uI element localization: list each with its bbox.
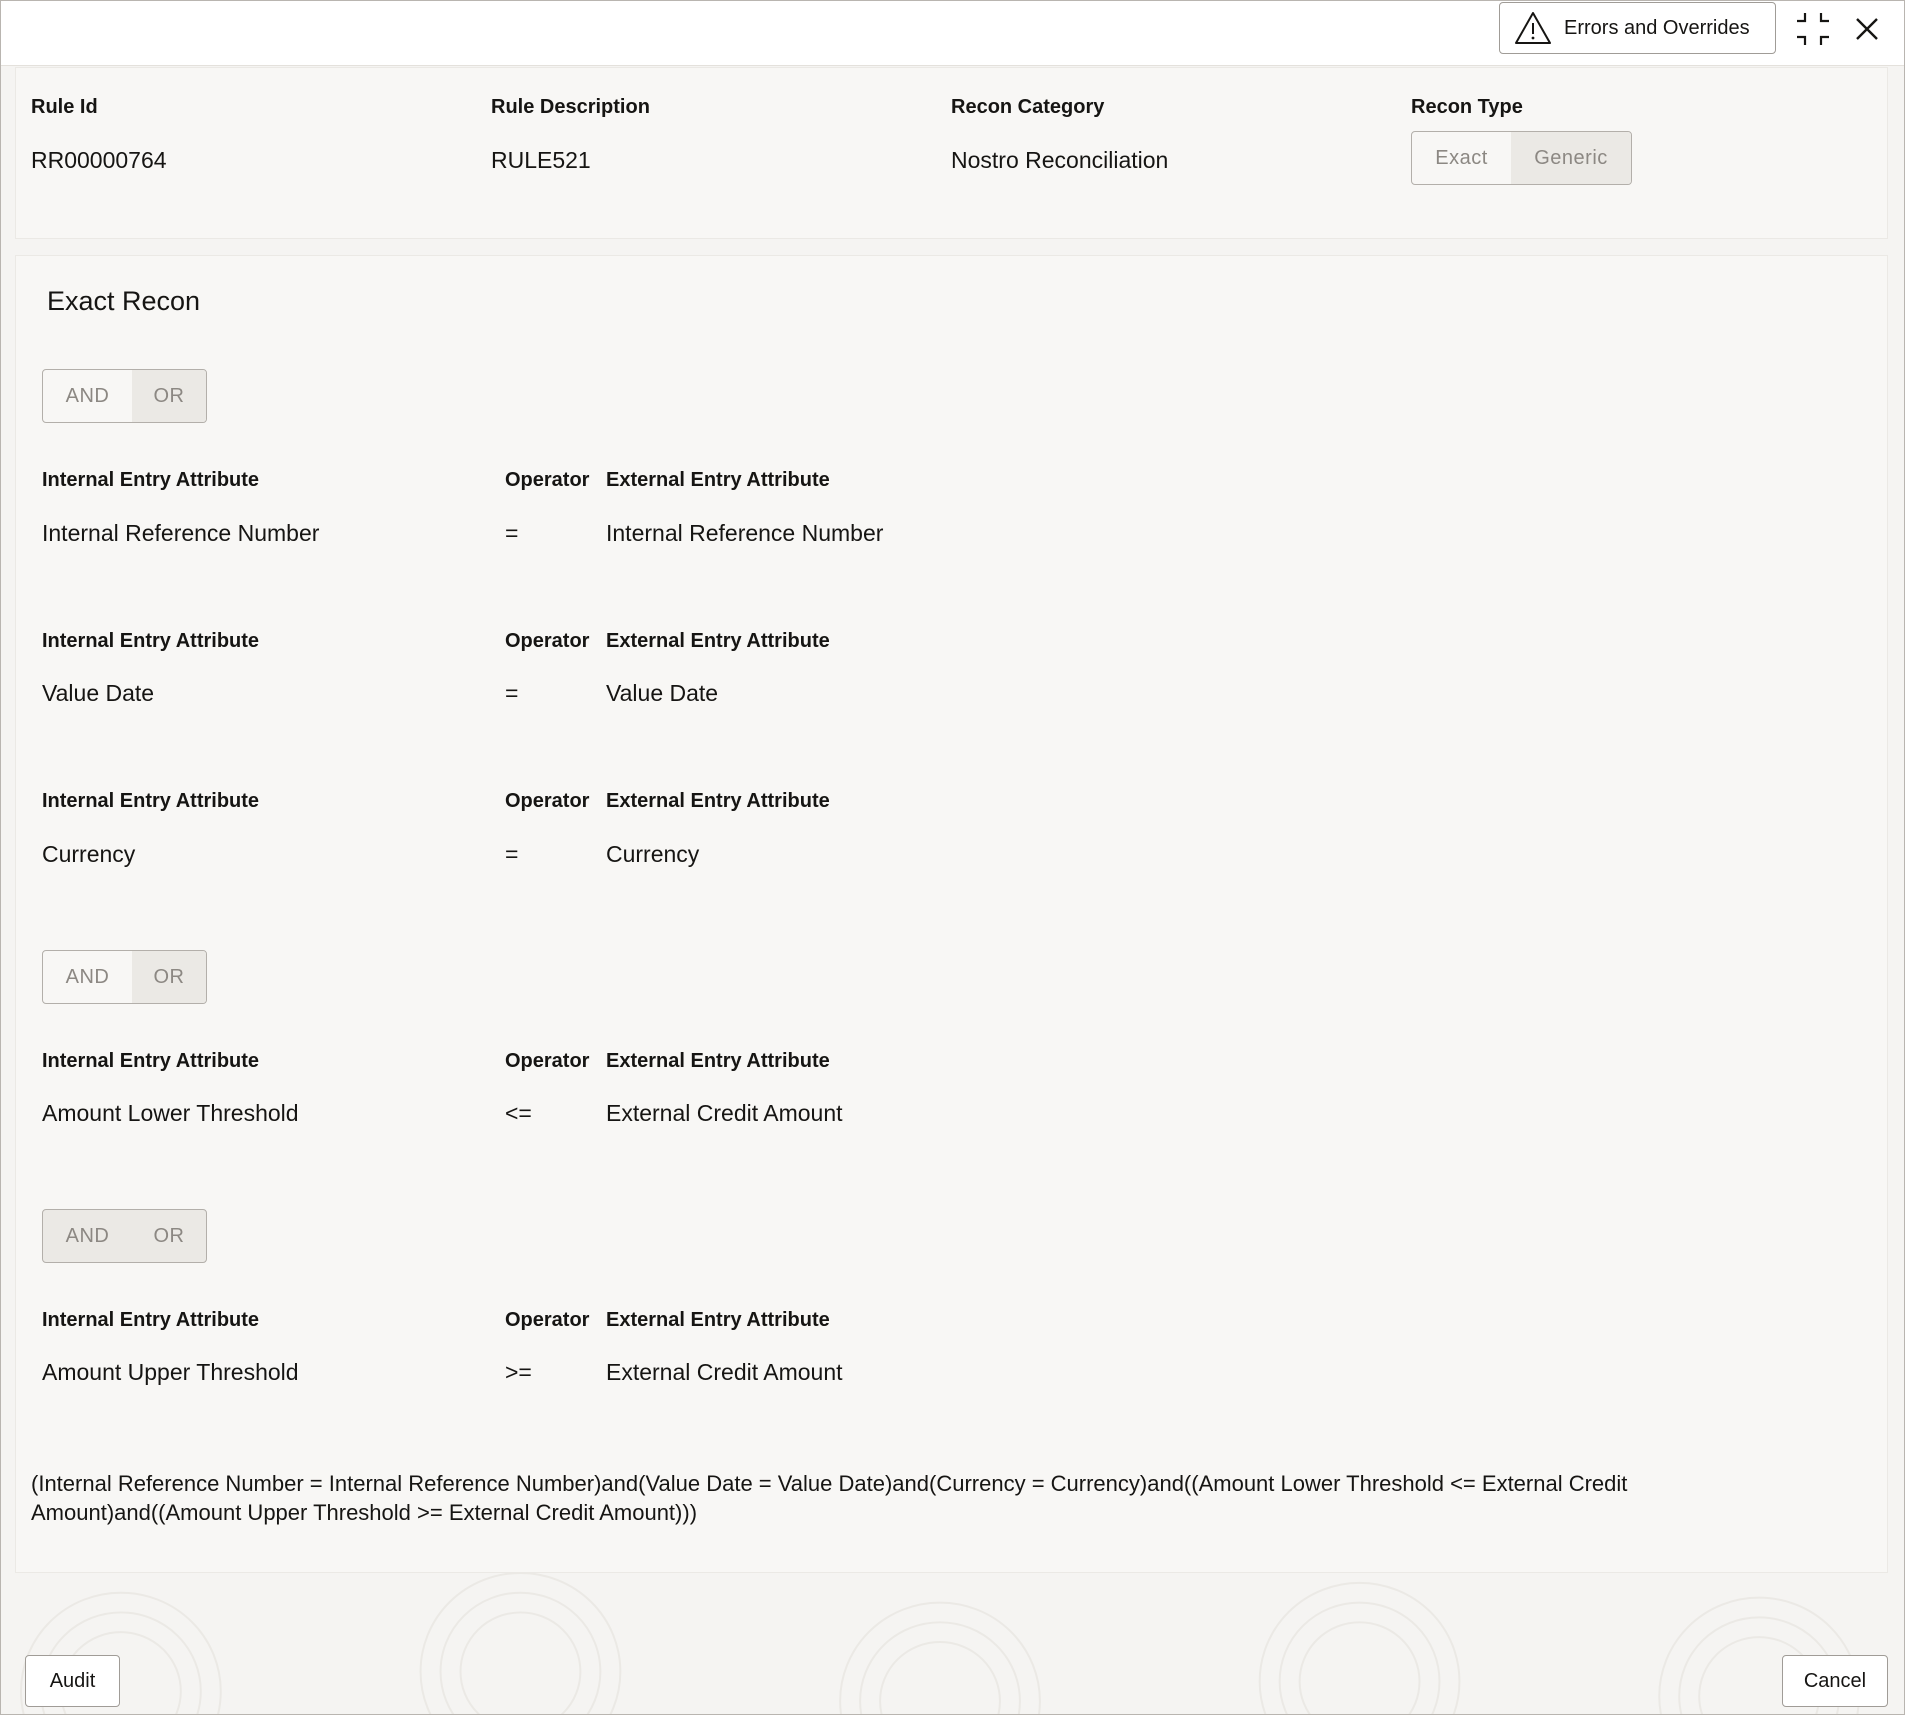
dialog-toolbar — [1, 1, 1904, 66]
external-attribute-label: External Entry Attribute — [606, 1050, 830, 1072]
or-option[interactable]: OR — [153, 1224, 185, 1247]
external-attribute-value: Value Date — [606, 680, 719, 706]
internal-attribute-value: Internal Reference Number — [42, 520, 320, 546]
operator-value: >= — [505, 1359, 532, 1385]
and-option[interactable]: AND — [65, 965, 110, 988]
internal-attribute-label: Internal Entry Attribute — [42, 790, 260, 812]
errors-and-overrides-button[interactable] — [1499, 2, 1776, 54]
operator-value: = — [505, 520, 519, 546]
rule-description-label: Rule Description — [491, 96, 650, 118]
and-or-toggle[interactable] — [42, 950, 207, 1004]
internal-attribute-value: Currency — [42, 841, 136, 867]
close-icon[interactable] — [1849, 9, 1885, 49]
dialog-footer — [1, 1573, 1904, 1714]
collapse-icon[interactable] — [1791, 9, 1835, 49]
external-attribute-value: Currency — [606, 841, 700, 867]
rule-description-value: RULE521 — [491, 147, 591, 173]
internal-attribute-label: Internal Entry Attribute — [42, 469, 260, 491]
or-option[interactable]: OR — [132, 370, 206, 422]
operator-label: Operator — [505, 1050, 590, 1072]
external-attribute-label: External Entry Attribute — [606, 1309, 830, 1331]
operator-value: <= — [505, 1100, 532, 1126]
and-option[interactable]: AND — [65, 1224, 110, 1247]
and-or-toggle[interactable] — [42, 369, 207, 423]
rule-id-label: Rule Id — [31, 96, 98, 118]
operator-value: = — [505, 680, 519, 706]
or-option[interactable]: OR — [132, 951, 206, 1003]
external-attribute-label: External Entry Attribute — [606, 630, 830, 652]
background-pattern — [1, 1573, 1904, 1714]
recon-type-generic-option[interactable]: Generic — [1511, 132, 1631, 184]
cancel-label: Cancel — [1803, 1669, 1867, 1692]
and-or-toggle[interactable] — [42, 1209, 207, 1263]
recon-category-value: Nostro Reconciliation — [951, 147, 1169, 173]
rule-id-value: RR00000764 — [31, 147, 167, 173]
operator-label: Operator — [505, 790, 590, 812]
recon-type-label: Recon Type — [1411, 96, 1523, 118]
section-title: Exact Recon — [47, 286, 201, 316]
operator-label: Operator — [505, 1309, 590, 1331]
internal-attribute-label: Internal Entry Attribute — [42, 1309, 260, 1331]
audit-button[interactable] — [25, 1655, 120, 1707]
operator-label: Operator — [505, 469, 590, 491]
errors-and-overrides-label: Errors and Overrides — [1564, 16, 1750, 39]
external-attribute-value: Internal Reference Number — [606, 520, 884, 546]
cancel-button[interactable] — [1782, 1655, 1888, 1707]
operator-label: Operator — [505, 630, 590, 652]
warning-icon — [1514, 11, 1552, 45]
recon-type-exact-option[interactable]: Exact — [1435, 146, 1488, 169]
audit-label: Audit — [49, 1669, 96, 1692]
operator-value: = — [505, 841, 519, 867]
recon-category-label: Recon Category — [951, 96, 1105, 118]
internal-attribute-label: Internal Entry Attribute — [42, 1050, 260, 1072]
and-option[interactable]: AND — [65, 384, 110, 407]
rule-expression: (Internal Reference Number = Internal Reference Number)and(Value Date = Value Date)and(Currency = Currency)and((Amount Lower Threshold <= External Credit Amount)and((Amount Upper Threshold >= External Credit Amount))) — [31, 1471, 1628, 1525]
external-attribute-label: External Entry Attribute — [606, 469, 830, 491]
recon-type-toggle[interactable] — [1411, 131, 1632, 185]
internal-attribute-label: Internal Entry Attribute — [42, 630, 260, 652]
internal-attribute-value: Value Date — [42, 680, 155, 706]
external-attribute-label: External Entry Attribute — [606, 790, 830, 812]
external-attribute-value: External Credit Amount — [606, 1359, 843, 1385]
internal-attribute-value: Amount Upper Threshold — [42, 1359, 299, 1385]
external-attribute-value: External Credit Amount — [606, 1100, 843, 1126]
internal-attribute-value: Amount Lower Threshold — [42, 1100, 299, 1126]
